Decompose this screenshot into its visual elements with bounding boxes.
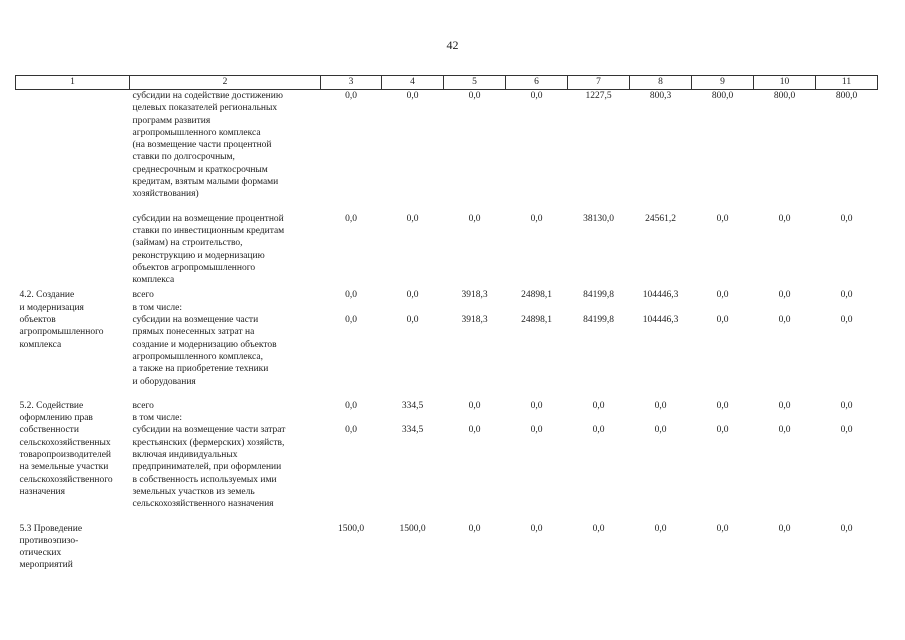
value-cell-col3: 1500,0 <box>337 523 365 534</box>
value-cell-col3: 0,0 <box>345 213 357 224</box>
value-cell-col6: 0,0 <box>530 523 543 534</box>
row-spacer <box>16 388 878 400</box>
value-cell-col6: 0,0 <box>530 400 543 411</box>
value-cell-col9: 0,0 <box>716 290 729 301</box>
value-cell-col7: 0,0 <box>592 523 605 534</box>
value-cell-col10: 0,0 <box>778 400 791 411</box>
value-cell-col4 <box>382 302 444 314</box>
header-cell-4: 4 <box>382 76 444 90</box>
value-cell-col6: 0,0 <box>530 213 543 224</box>
value-cell-col7: 0,0 <box>592 400 605 411</box>
value-cell-col11: 0,0 <box>840 315 853 326</box>
description-cell <box>130 523 321 572</box>
value-cell-col7: 84199,8 <box>583 290 614 301</box>
budget-table <box>15 75 877 572</box>
value-cell-col3: 0,0 <box>345 400 357 411</box>
value-cell-col10: 0,0 <box>778 315 791 326</box>
section-name-cell: 4.2. Создание и модернизация объектов агропромышленного комплекса <box>19 290 104 350</box>
table-row <box>16 424 878 510</box>
value-cell-col4: 0,0 <box>406 91 419 101</box>
value-cell-col6: 0,0 <box>530 425 543 436</box>
table-row <box>16 289 878 301</box>
value-cell-col6 <box>506 412 568 424</box>
value-cell-col7: 1227,5 <box>585 91 612 101</box>
header-cell-6: 6 <box>506 76 568 90</box>
table-row <box>16 90 878 201</box>
value-cell-col5 <box>444 412 506 424</box>
value-cell-col4: 0,0 <box>406 290 419 301</box>
value-cell-col3: 0,0 <box>345 91 357 101</box>
value-cell-col3: 0,0 <box>345 425 357 436</box>
section-name-cell <box>16 90 130 201</box>
column-number-header <box>16 76 878 90</box>
table-row <box>16 302 878 314</box>
value-cell-col5: 0,0 <box>468 91 481 101</box>
value-cell-col10: 0,0 <box>778 523 791 534</box>
value-cell-col11: 0,0 <box>840 213 853 224</box>
value-cell-col8: 0,0 <box>654 523 667 534</box>
value-cell-col8: 24561,2 <box>645 213 676 224</box>
value-cell-col6 <box>506 302 568 314</box>
value-cell-col5: 0,0 <box>468 425 481 436</box>
value-cell-col10: 0,0 <box>778 425 791 436</box>
value-cell-col7: 38130,0 <box>583 213 614 224</box>
table-row <box>16 412 878 424</box>
value-cell-col5 <box>444 302 506 314</box>
page-number: 42 <box>446 38 459 52</box>
value-cell-col8 <box>630 412 692 424</box>
value-cell-col10 <box>754 302 816 314</box>
value-cell-col9 <box>692 302 754 314</box>
header-cell-8: 8 <box>630 76 692 90</box>
value-cell-col6: 24898,1 <box>521 290 552 301</box>
description-cell: субсидии на содействие достижению целевых показателей региональных программ развития агропромышленного комплекса (на возмещение части процентной ставки по долгосрочным, среднесрочным и краткосрочным кредитам, взятым малыми формами хозяйствования) <box>132 91 283 200</box>
value-cell-col9: 0,0 <box>716 523 729 534</box>
value-cell-col4: 334,5 <box>401 425 424 436</box>
value-cell-col5: 3918,3 <box>461 315 488 326</box>
header-cell-10: 10 <box>754 76 816 90</box>
value-cell-col4: 334,5 <box>401 400 424 411</box>
description-cell: всего <box>132 400 154 411</box>
description-cell: в том числе: <box>132 302 183 313</box>
value-cell-col11: 0,0 <box>840 523 853 534</box>
description-cell: всего <box>132 290 154 301</box>
description-cell: субсидии на возмещение процентной ставки по инвестиционным кредитам (займам) на строительство, реконструкцию и модернизацию объектов агропромышленного комплекса <box>132 213 285 286</box>
value-cell-col11: 0,0 <box>840 400 853 411</box>
value-cell-col8: 104446,3 <box>642 290 679 301</box>
value-cell-col7: 0,0 <box>592 425 605 436</box>
value-cell-col9 <box>692 412 754 424</box>
table-row <box>16 314 878 388</box>
value-cell-col6: 24898,1 <box>521 315 552 326</box>
value-cell-col7: 84199,8 <box>583 315 614 326</box>
header-cell-3: 3 <box>321 76 382 90</box>
value-cell-col8: 800,3 <box>649 91 672 101</box>
value-cell-col9: 0,0 <box>716 213 729 224</box>
value-cell-col10: 0,0 <box>778 290 791 301</box>
value-cell-col10 <box>754 412 816 424</box>
description-cell: в том числе: <box>132 413 183 424</box>
value-cell-col9: 0,0 <box>716 400 729 411</box>
value-cell-col4: 0,0 <box>406 315 419 326</box>
value-cell-col8: 0,0 <box>654 425 667 436</box>
section-name-cell <box>16 213 130 287</box>
value-cell-col11: 800,0 <box>835 91 858 101</box>
value-cell-col9: 0,0 <box>716 425 729 436</box>
header-cell-1: 1 <box>16 76 130 90</box>
value-cell-col7 <box>568 412 630 424</box>
value-cell-col3: 0,0 <box>345 290 357 301</box>
value-cell-col9: 0,0 <box>716 315 729 326</box>
value-cell-col4 <box>382 412 444 424</box>
row-spacer <box>16 201 878 213</box>
section-name-cell: 5.3 Проведение противоэпизо- отических мероприятий <box>19 523 83 571</box>
value-cell-col11: 0,0 <box>840 425 853 436</box>
value-cell-col4: 1500,0 <box>399 523 426 534</box>
header-cell-2: 2 <box>130 76 321 90</box>
value-cell-col3 <box>321 302 382 314</box>
table-row <box>16 400 878 412</box>
description-cell: субсидии на возмещение части прямых понесенных затрат на создание и модернизацию объектов агропромышленного комплекса, а также на приобретение техники и оборудования <box>132 315 277 387</box>
value-cell-col5: 0,0 <box>468 523 481 534</box>
value-cell-col6: 0,0 <box>530 91 543 101</box>
value-cell-col10: 800,0 <box>773 91 796 101</box>
table-row <box>16 213 878 287</box>
value-cell-col11: 0,0 <box>840 290 853 301</box>
value-cell-col4: 0,0 <box>406 213 419 224</box>
header-cell-5: 5 <box>444 76 506 90</box>
table-row <box>16 523 878 572</box>
value-cell-col8: 0,0 <box>654 400 667 411</box>
value-cell-col8: 104446,3 <box>642 315 679 326</box>
value-cell-col9: 800,0 <box>711 91 734 101</box>
value-cell-col5: 0,0 <box>468 213 481 224</box>
value-cell-col11 <box>816 412 878 424</box>
value-cell-col10: 0,0 <box>778 213 791 224</box>
value-cell-col11 <box>816 302 878 314</box>
value-cell-col8 <box>630 302 692 314</box>
value-cell-col3: 0,0 <box>345 315 357 326</box>
value-cell-col7 <box>568 302 630 314</box>
description-cell: субсидии на возмещение части затрат крестьянских (фермерских) хозяйств, включая индивидуальных предпринимателей, при оформлении в собственность используемых ими земельных участков из земель сельскохозяйственного назначения <box>132 425 286 510</box>
value-cell-col5: 0,0 <box>468 400 481 411</box>
header-cell-7: 7 <box>568 76 630 90</box>
row-spacer <box>16 511 878 523</box>
header-cell-11: 11 <box>816 76 878 90</box>
value-cell-col5: 3918,3 <box>461 290 488 301</box>
section-name-cell: 5.2. Содействие оформлению прав собственности сельскохозяйственных товаропроизводителей на земельные участки сельскохозяйственного назначения <box>19 400 113 497</box>
header-cell-9: 9 <box>692 76 754 90</box>
value-cell-col3 <box>321 412 382 424</box>
